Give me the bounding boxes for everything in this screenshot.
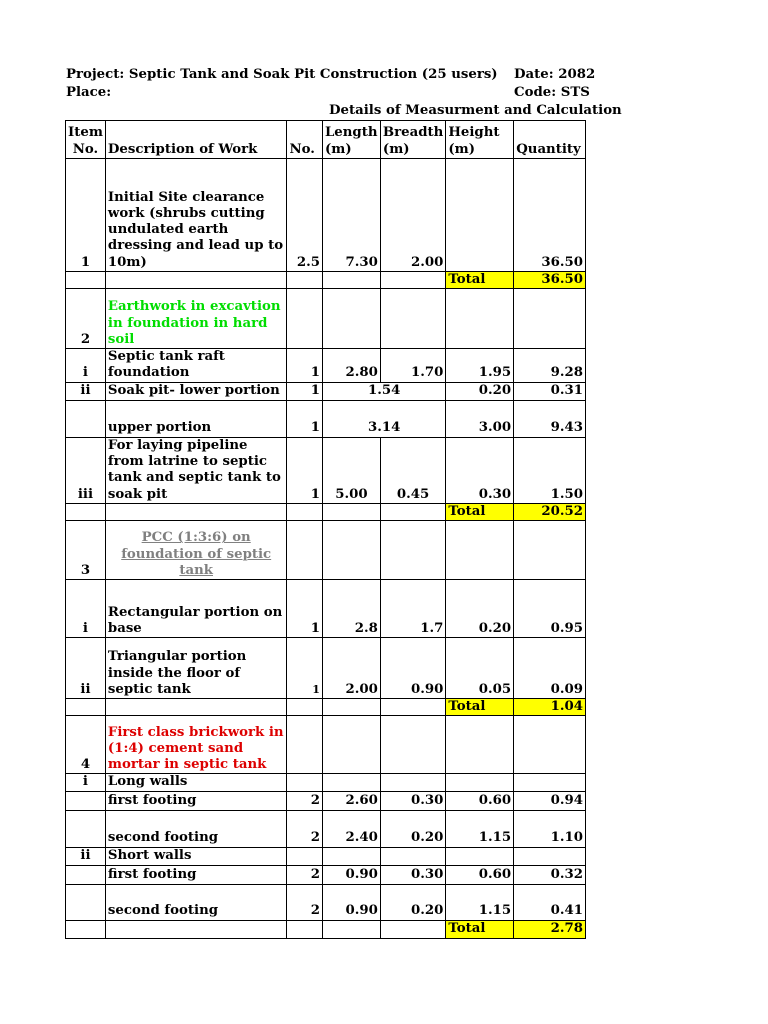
table-row (66, 847, 586, 865)
cell-no: 1 (287, 638, 323, 699)
total-row (66, 699, 586, 716)
section-row (66, 521, 586, 580)
cell-length: 2.80 (322, 349, 380, 383)
cell-height: 0.05 (446, 638, 514, 699)
cell-no: 1 (287, 580, 323, 638)
cell-desc: first footing (105, 791, 287, 810)
cell-length: 0.90 (322, 884, 380, 920)
total-row (66, 272, 586, 289)
code-label: Code: STS (514, 85, 590, 100)
cell-qty: 1.10 (514, 810, 586, 847)
cell-height: 0.30 (446, 437, 514, 503)
cell-item: 4 (66, 716, 106, 774)
cell-qty: 0.95 (514, 580, 586, 638)
cell-item: ii (66, 638, 106, 699)
cell-length: 2.00 (322, 638, 380, 699)
cell-breadth: 0.30 (380, 791, 445, 810)
cell-length: 7.30 (322, 159, 380, 272)
cell-qty: 36.50 (514, 159, 586, 272)
cell-item: 3 (66, 521, 106, 580)
cell-height: 0.60 (446, 791, 514, 810)
total-label: Total (446, 503, 514, 520)
cell-no: 1 (287, 382, 323, 400)
total-value: 2.78 (514, 920, 586, 938)
cell-qty: 0.32 (514, 865, 586, 884)
cell-qty: 9.43 (514, 400, 586, 437)
cell-qty: 0.94 (514, 791, 586, 810)
cell-qty: 9.28 (514, 349, 586, 383)
table-row (66, 382, 586, 400)
col-item: Item No. (66, 121, 106, 159)
table-row (66, 400, 586, 437)
cell-area: 1.54 (322, 382, 445, 400)
table-row (66, 810, 586, 847)
col-breadth: Breadth (m) (380, 121, 445, 159)
cell-desc: Septic tank raft foundation (105, 349, 287, 383)
total-label: Total (446, 272, 514, 289)
cell-breadth: 0.45 (380, 437, 445, 503)
place-label: Place: (66, 85, 112, 100)
cell-item: ii (66, 847, 106, 865)
total-row (66, 503, 586, 520)
section-row (66, 289, 586, 349)
cell-length: 0.90 (322, 865, 380, 884)
cell-breadth: 1.7 (380, 580, 445, 638)
date-label: Date: 2082 (514, 67, 596, 82)
cell-breadth: 2.00 (380, 159, 445, 272)
total-value: 1.04 (514, 699, 586, 716)
cell-item: 2 (66, 289, 106, 349)
cell-item: iii (66, 437, 106, 503)
table-row (66, 791, 586, 810)
cell-desc: Triangular portion inside the floor of septic tank (105, 638, 287, 699)
cell-height: 0.20 (446, 382, 514, 400)
section-heading: First class brickwork in (1:4) cement sand mortar in septic tank (105, 716, 287, 774)
cell-desc: Initial Site clearance work (shrubs cutting undulated earth dressing and lead up to 10m) (105, 159, 287, 272)
cell-desc: second footing (105, 810, 287, 847)
section-heading: PCC (1:3:6) on foundation of septic tank (105, 521, 287, 580)
cell-qty: 0.31 (514, 382, 586, 400)
cell-breadth: 0.20 (380, 810, 445, 847)
cell-item: i (66, 349, 106, 383)
section-heading: Earthwork in excavtion in foundation in hard soil (105, 289, 287, 349)
header-row (66, 121, 586, 159)
cell-desc: upper portion (105, 400, 287, 437)
col-quantity: Quantity (514, 121, 586, 159)
cell-no: 2 (287, 884, 323, 920)
cell-desc: Rectangular portion on base (105, 580, 287, 638)
table-row (66, 437, 586, 503)
cell-height (446, 159, 514, 272)
cell-item: 1 (66, 159, 106, 272)
table-row (66, 865, 586, 884)
cell-item: i (66, 580, 106, 638)
table-row (66, 349, 586, 383)
cell-height: 0.20 (446, 580, 514, 638)
table-row (66, 159, 586, 272)
cell-item: ii (66, 382, 106, 400)
col-length: Length (m) (322, 121, 380, 159)
cell-breadth: 1.70 (380, 349, 445, 383)
cell-length: 2.8 (322, 580, 380, 638)
total-label: Total (446, 920, 514, 938)
cell-desc: Long walls (105, 774, 287, 791)
cell-desc: first footing (105, 865, 287, 884)
cell-no: 1 (287, 400, 323, 437)
total-value: 20.52 (514, 503, 586, 520)
cell-height: 1.95 (446, 349, 514, 383)
cell-breadth: 0.20 (380, 884, 445, 920)
total-value: 36.50 (514, 272, 586, 289)
cell-desc: Soak pit- lower portion (105, 382, 287, 400)
total-label: Total (446, 699, 514, 716)
section-row (66, 716, 586, 774)
cell-height: 1.15 (446, 810, 514, 847)
cell-length: 2.60 (322, 791, 380, 810)
table-row (66, 774, 586, 791)
cell-no: 2 (287, 791, 323, 810)
cell-area: 3.14 (322, 400, 445, 437)
cell-length: 2.40 (322, 810, 380, 847)
cell-height: 1.15 (446, 884, 514, 920)
cell-no: 1 (287, 349, 323, 383)
col-height: Height (m) (446, 121, 514, 159)
cell-qty: 0.41 (514, 884, 586, 920)
cell-qty: 1.50 (514, 437, 586, 503)
measurement-table (65, 120, 586, 939)
sheet-subtitle: Details of Measurment and Calculation (329, 103, 622, 118)
cell-desc: second footing (105, 884, 287, 920)
cell-length: 5.00 (322, 437, 380, 503)
cell-desc: Short walls (105, 847, 287, 865)
cell-no: 2 (287, 810, 323, 847)
cell-no: 2 (287, 865, 323, 884)
table-row (66, 638, 586, 699)
cell-item: i (66, 774, 106, 791)
cell-height: 3.00 (446, 400, 514, 437)
cell-no: 2.5 (287, 159, 323, 272)
project-title: Project: Septic Tank and Soak Pit Construction (25 users) (66, 67, 498, 82)
cell-height: 0.60 (446, 865, 514, 884)
table-row (66, 884, 586, 920)
cell-qty: 0.09 (514, 638, 586, 699)
cell-desc: For laying pipeline from latrine to septic tank and septic tank to soak pit (105, 437, 287, 503)
cell-breadth: 0.30 (380, 865, 445, 884)
cell-breadth: 0.90 (380, 638, 445, 699)
cell-no: 1 (287, 437, 323, 503)
col-no: No. (287, 121, 323, 159)
total-row (66, 920, 586, 938)
table-row (66, 580, 586, 638)
col-description: Description of Work (105, 121, 287, 159)
